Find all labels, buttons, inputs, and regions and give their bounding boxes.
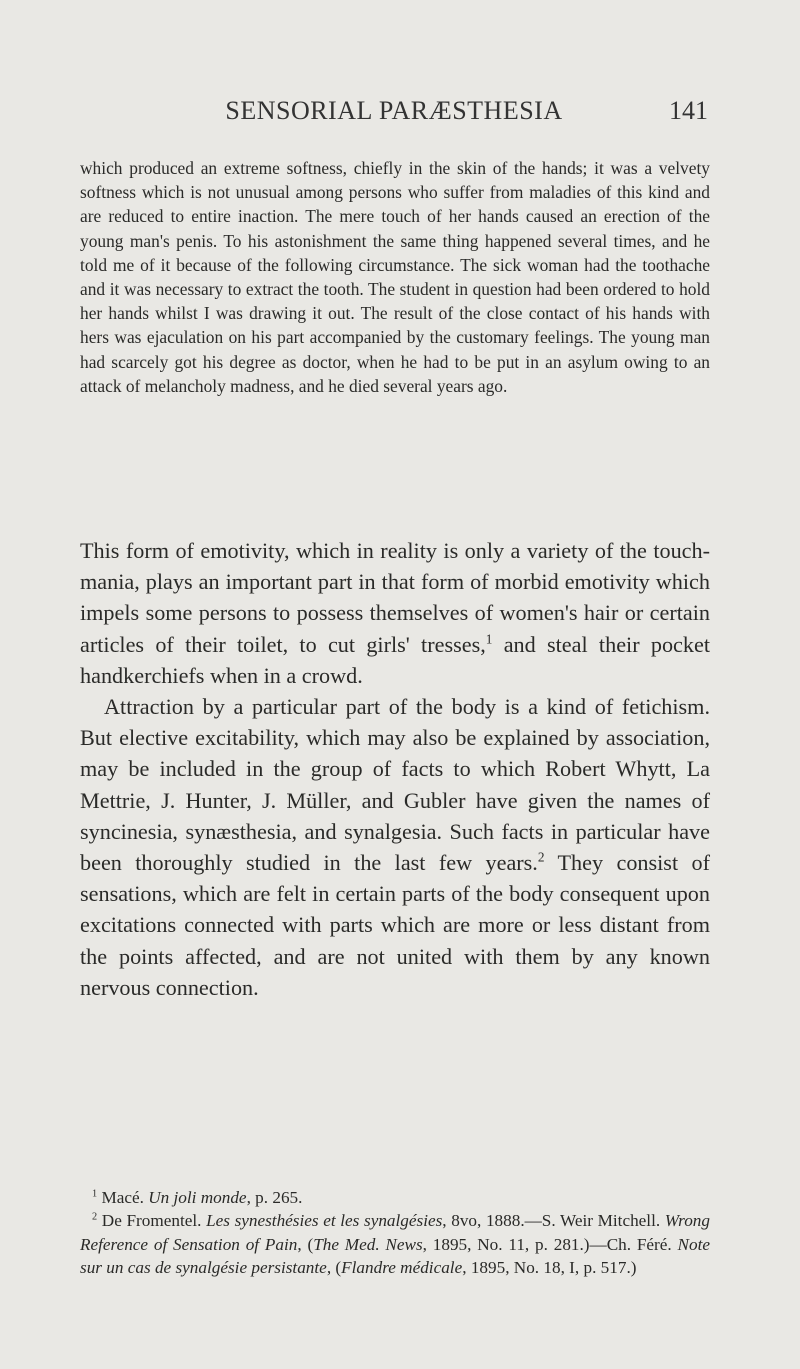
footnote-ref-1: 1 [485, 631, 493, 647]
footnote-ref-2: 2 [537, 849, 545, 865]
running-head [80, 96, 708, 136]
continued-paragraph: which produced an extreme softness, chiefly in the skin of the hands; it was a velvety softness which is not unusual among persons who suffer from maladies of this kind and are reduced to entire inaction. The mere touch of her hands caused an erection of the young man's penis. To his astonishment the same thing happened several times, and he told me of it because of the following circumstance. The sick woman had the toothache and it was necessary to extract the tooth. The student in question had been ordered to hold her hands whilst I was drawing it out. The result of the close contact of his hands with hers was ejaculation on his part accompanied by the customary feelings. The young man had scarcely got his degree as doctor, when he had to be put in an asylum owing to an attack of melancholy madness, and he died several years ago. [80, 158, 710, 396]
footnote-2-rest-1: , 8vo, 1888.—S. Weir Mitchell. [442, 1211, 665, 1231]
footnote-2-marker: 2 [92, 1211, 98, 1223]
paragraph-2-text-b: They consist of sensations, which are felt in certain parts of the body consequent upon excitations connected with parts which are more or less distant from the points affected, and are not united with them by any known nervous connection. [80, 850, 710, 1000]
paragraph-fetichism [80, 691, 710, 1003]
footnote-2-author: De Fromentel. [97, 1211, 207, 1231]
paragraph-1-text-a: This form of emotivity, which in reality is only a variety of the touch-mania, plays an important part in that form of morbid emotivity which impels some persons to possess themselves of women's hair or certain articles of their toilet, to cut girls' tresses, [80, 538, 710, 657]
footnote-2 [80, 1209, 710, 1279]
footnote-2-title-2: Wrong Reference of Sensation of Pain [80, 1211, 710, 1254]
paragraph-1-text-b: and steal their pocket handkerchiefs when in a crowd. [80, 631, 711, 688]
footnote-2-rest-4: , ( [326, 1258, 342, 1278]
footnote-2-title-4: Note sur un cas de synalgésie persistante [80, 1234, 710, 1278]
running-title: SENSORIAL PARÆSTHESIA [225, 96, 563, 125]
footnote-1 [80, 1186, 710, 1209]
footnote-1-author: Macé. [97, 1188, 149, 1207]
paragraph-touch-mania [80, 535, 710, 691]
footnote-2-rest-5: , 1895, No. 18, I, p. 517.) [462, 1258, 637, 1278]
footnote-1-rest: , p. 265. [246, 1188, 303, 1207]
paragraph-2-text-a: Attraction by a particular part of the body is a kind of fetichism. But elective excitability, which may also be explained by association, may be included in the group of facts to which Robert Whytt, La Mettrie, J. Hunter, J. Müller, and Gubler have given the names of syncinesia, synæsthesia, and synalgesia. Such facts in particular have been thoroughly studied in the last few years. [80, 694, 710, 876]
footnotes [80, 1186, 710, 1280]
main-text [80, 535, 710, 1003]
footnote-2-title-5: Flandre médicale [341, 1258, 463, 1278]
footnote-2-rest-3: , 1895, No. 11, p. 281.)—Ch. Féré. [422, 1234, 678, 1254]
page-number: 141 [669, 96, 708, 125]
footnote-2-title-3: The Med. News [313, 1234, 423, 1254]
footnote-2-rest-2: , ( [297, 1234, 314, 1254]
footnote-1-title: Un joli monde [148, 1188, 247, 1207]
footnote-2-title-1: Les synesthésies et les synalgésies [206, 1211, 443, 1231]
footnote-1-marker: 1 [92, 1188, 98, 1200]
